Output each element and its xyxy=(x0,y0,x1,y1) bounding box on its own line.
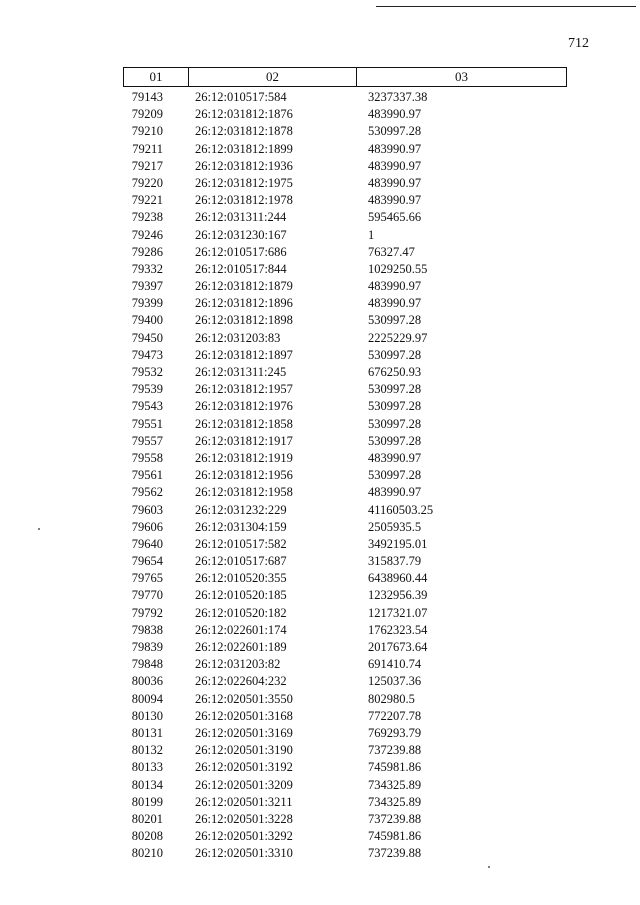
table-row xyxy=(123,777,567,794)
table-row xyxy=(123,347,567,364)
table-row xyxy=(123,502,567,519)
table-cell-col-1: 79770 xyxy=(131,588,163,603)
table-cell-col-1: 79654 xyxy=(131,554,163,569)
table-row xyxy=(123,570,567,587)
table-row xyxy=(123,759,567,776)
table-row xyxy=(123,192,567,209)
table-cell-col-2: 26:12:010517:686 xyxy=(195,244,287,259)
table-cell-col-2: 26:12:020501:3169 xyxy=(195,725,293,740)
scan-speck xyxy=(38,528,40,530)
header-col-2: 02 xyxy=(189,68,357,86)
table-cell-col-3: 483990.97 xyxy=(368,193,422,208)
table-cell-col-3: 530997.28 xyxy=(368,416,422,431)
table-cell-col-3: 734325.89 xyxy=(368,794,422,809)
table-row xyxy=(123,261,567,278)
table-cell-col-3: 737239.88 xyxy=(368,811,422,826)
table-cell-col-2: 26:12:031812:1936 xyxy=(195,158,293,173)
table-cell-col-1: 80134 xyxy=(131,777,163,792)
table-cell-col-1: 79143 xyxy=(131,90,163,104)
table-cell-col-2: 26:12:031311:245 xyxy=(195,365,287,379)
table-cell-col-1: 79603 xyxy=(131,502,163,517)
table-cell-col-1: 79792 xyxy=(131,605,163,620)
table-cell-col-1: 79543 xyxy=(131,399,163,414)
table-cell-col-3: 125037.36 xyxy=(368,674,422,689)
table-cell-col-1: 79217 xyxy=(131,158,163,173)
table-cell-col-2: 26:12:010520:355 xyxy=(195,571,287,586)
table-row xyxy=(123,175,567,192)
table-row xyxy=(123,725,567,742)
table-row xyxy=(123,295,567,312)
table-cell-col-1: 80130 xyxy=(131,708,163,723)
table-cell-col-2: 26:12:031812:1956 xyxy=(195,468,293,483)
table-cell-col-1: 79473 xyxy=(131,347,163,362)
table-cell-col-3: 315837.79 xyxy=(368,554,422,569)
table-cell-col-1: 79400 xyxy=(131,313,163,328)
table-row xyxy=(123,519,567,536)
table-cell-col-3: 41160503.25 xyxy=(368,502,434,517)
table-cell-col-1: 79399 xyxy=(131,296,163,311)
table-cell-col-2: 26:12:020501:3211 xyxy=(195,794,293,809)
table-cell-col-1: 79209 xyxy=(131,107,163,122)
table-cell-col-1: 80131 xyxy=(131,725,163,740)
table-cell-col-2: 26:12:031812:1976 xyxy=(195,399,293,414)
table-cell-col-3: 483990.97 xyxy=(368,450,422,465)
table-cell-col-3: 530997.28 xyxy=(368,124,422,139)
table-cell-col-2: 26:12:031230:167 xyxy=(195,227,287,242)
table-row xyxy=(123,278,567,295)
table-cell-col-3: 530997.28 xyxy=(368,347,422,362)
table-cell-col-3: 2505935.5 xyxy=(368,519,422,534)
table-row xyxy=(123,845,567,862)
table-cell-col-3: 1029250.55 xyxy=(368,261,428,276)
table-cell-col-2: 26:12:031311:244 xyxy=(195,210,287,225)
table-cell-col-1: 79640 xyxy=(131,536,163,551)
table-row xyxy=(123,89,567,106)
table-cell-col-3: 530997.28 xyxy=(368,468,422,483)
table-cell-col-3: 1762323.54 xyxy=(368,622,428,637)
table-cell-col-2: 26:12:031812:1879 xyxy=(195,279,293,294)
table-cell-col-3: 745981.86 xyxy=(368,829,422,844)
table-cell-col-2: 26:12:010520:182 xyxy=(195,605,287,620)
table-cell-col-2: 26:12:031812:1897 xyxy=(195,347,293,362)
table-cell-col-3: 483990.97 xyxy=(368,296,422,311)
table-cell-col-1: 80036 xyxy=(131,674,163,689)
table-cell-col-2: 26:12:020501:3292 xyxy=(195,829,293,844)
table-cell-col-1: 79557 xyxy=(131,433,163,448)
table-cell-col-2: 26:12:010517:582 xyxy=(195,536,287,551)
table-cell-col-3: 737239.88 xyxy=(368,846,422,861)
table-cell-col-2: 26:12:031812:1978 xyxy=(195,193,293,208)
table-cell-col-2: 26:12:010517:687 xyxy=(195,554,287,569)
table-cell-col-1: 79551 xyxy=(131,416,163,431)
table-cell-col-2: 26:12:010520:185 xyxy=(195,588,287,603)
table-row xyxy=(123,587,567,604)
table-cell-col-2: 26:12:020501:3209 xyxy=(195,777,293,792)
table-row xyxy=(123,381,567,398)
table-row xyxy=(123,553,567,570)
table-cell-col-1: 80199 xyxy=(131,794,163,809)
table-row xyxy=(123,656,567,673)
table-cell-col-3: 483990.97 xyxy=(368,158,422,173)
table-cell-col-3: 691410.74 xyxy=(368,657,422,672)
table-cell-col-2: 26:12:031812:1957 xyxy=(195,382,293,397)
table-cell-col-1: 79839 xyxy=(131,640,163,654)
table-cell-col-3: 6438960.44 xyxy=(368,571,428,586)
table-cell-col-2: 26:12:020501:3168 xyxy=(195,708,293,723)
table-cell-col-1: 80210 xyxy=(131,846,163,861)
table-cell-col-3: 76327.47 xyxy=(368,244,415,259)
table-cell-col-2: 26:12:031812:1898 xyxy=(195,313,293,328)
table-cell-col-1: 79450 xyxy=(131,330,163,345)
table-cell-col-1: 80132 xyxy=(131,743,163,758)
table-cell-col-3: 737239.88 xyxy=(368,743,422,758)
table-cell-col-3: 530997.28 xyxy=(368,399,422,414)
table-row xyxy=(123,244,567,261)
table-row xyxy=(123,828,567,845)
table-cell-col-3: 745981.86 xyxy=(368,760,422,775)
table-row xyxy=(123,123,567,140)
table-cell-col-3: 483990.97 xyxy=(368,107,422,122)
table-cell-col-3: 530997.28 xyxy=(368,313,422,328)
table-cell-col-1: 79606 xyxy=(131,519,163,534)
table-cell-col-1: 79765 xyxy=(131,571,163,586)
table-row xyxy=(123,416,567,433)
table-cell-col-1: 79562 xyxy=(131,485,163,500)
table-cell-col-1: 79220 xyxy=(131,175,163,190)
table-body xyxy=(123,87,567,862)
table-cell-col-3: 530997.28 xyxy=(368,382,422,397)
table-cell-col-1: 80133 xyxy=(131,760,163,775)
table-cell-col-2: 26:12:031232:229 xyxy=(195,502,287,517)
page-number: 712 xyxy=(568,36,589,51)
table-cell-col-3: 676250.93 xyxy=(368,365,422,379)
table-cell-col-3: 483990.97 xyxy=(368,279,422,294)
top-rule xyxy=(376,6,636,7)
table-cell-col-1: 80208 xyxy=(131,829,163,844)
table-cell-col-2: 26:12:031812:1958 xyxy=(195,485,293,500)
table-cell-col-1: 79238 xyxy=(131,210,163,225)
table-row xyxy=(123,141,567,158)
table-cell-col-2: 26:12:020501:3192 xyxy=(195,760,293,775)
table-row xyxy=(123,742,567,759)
table-cell-col-3: 595465.66 xyxy=(368,210,422,225)
table-cell-col-2: 26:12:010517:844 xyxy=(195,261,287,276)
table-row xyxy=(123,209,567,226)
table-cell-col-2: 26:12:031203:83 xyxy=(195,330,281,345)
table-cell-col-2: 26:12:020501:3550 xyxy=(195,691,293,706)
table-row xyxy=(123,227,567,244)
data-table xyxy=(123,67,567,862)
table-row xyxy=(123,639,567,656)
table-header xyxy=(123,67,567,87)
table-cell-col-3: 1 xyxy=(368,227,375,242)
table-row xyxy=(123,312,567,329)
table-cell-col-3: 772207.78 xyxy=(368,708,422,723)
table-cell-col-2: 26:12:031812:1899 xyxy=(195,141,293,156)
table-row xyxy=(123,330,567,347)
table-cell-col-2: 26:12:031812:1876 xyxy=(195,107,293,122)
table-row xyxy=(123,158,567,175)
table-cell-col-3: 483990.97 xyxy=(368,141,422,156)
table-cell-col-3: 2017673.64 xyxy=(368,640,428,654)
table-row xyxy=(123,433,567,450)
table-row xyxy=(123,536,567,553)
table-cell-col-2: 26:12:031812:1975 xyxy=(195,175,293,190)
table-row xyxy=(123,106,567,123)
table-row xyxy=(123,622,567,639)
scan-speck xyxy=(488,866,490,868)
table-cell-col-2: 26:12:022604:232 xyxy=(195,674,287,689)
table-cell-col-1: 80094 xyxy=(131,691,163,706)
table-cell-col-1: 79246 xyxy=(131,227,163,242)
table-row xyxy=(123,467,567,484)
table-row xyxy=(123,691,567,708)
table-row xyxy=(123,398,567,415)
table-cell-col-1: 79532 xyxy=(131,365,163,379)
table-row xyxy=(123,673,567,690)
table-cell-col-1: 79561 xyxy=(131,468,163,483)
table-cell-col-1: 79211 xyxy=(132,141,163,156)
table-cell-col-3: 530997.28 xyxy=(368,433,422,448)
table-cell-col-2: 26:12:031812:1858 xyxy=(195,416,293,431)
table-row xyxy=(123,708,567,725)
table-row xyxy=(123,450,567,467)
table-row xyxy=(123,605,567,622)
table-cell-col-2: 26:12:031812:1917 xyxy=(195,433,293,448)
table-cell-col-1: 79397 xyxy=(131,279,163,294)
table-cell-col-3: 769293.79 xyxy=(368,725,422,740)
table-cell-col-2: 26:12:022601:174 xyxy=(195,622,287,637)
table-cell-col-1: 80201 xyxy=(131,811,163,826)
table-cell-col-2: 26:12:020501:3190 xyxy=(195,743,293,758)
table-row xyxy=(123,794,567,811)
header-col-1: 01 xyxy=(124,68,189,86)
table-cell-col-2: 26:12:020501:3310 xyxy=(195,846,293,861)
table-cell-col-3: 3237337.38 xyxy=(368,90,428,104)
table-cell-col-3: 1217321.07 xyxy=(368,605,428,620)
table-cell-col-1: 79286 xyxy=(131,244,163,259)
table-cell-col-3: 802980.5 xyxy=(368,691,415,706)
table-cell-col-2: 26:12:031304:159 xyxy=(195,519,287,534)
table-cell-col-1: 79848 xyxy=(131,657,163,672)
table-cell-col-2: 26:12:031812:1896 xyxy=(195,296,293,311)
table-cell-col-3: 734325.89 xyxy=(368,777,422,792)
table-cell-col-1: 79210 xyxy=(131,124,163,139)
header-col-3: 03 xyxy=(455,69,468,84)
table-row xyxy=(123,364,567,381)
table-cell-col-2: 26:12:031203:82 xyxy=(195,657,281,672)
table-row xyxy=(123,811,567,828)
table-cell-col-1: 79838 xyxy=(131,622,163,637)
table-cell-col-2: 26:12:022601:189 xyxy=(195,640,287,654)
table-cell-col-3: 1232956.39 xyxy=(368,588,428,603)
table-cell-col-3: 483990.97 xyxy=(368,485,422,500)
table-cell-col-2: 26:12:031812:1919 xyxy=(195,450,293,465)
table-cell-col-1: 79221 xyxy=(131,193,163,208)
table-cell-col-1: 79539 xyxy=(131,382,163,397)
table-row xyxy=(123,484,567,501)
table-cell-col-2: 26:12:010517:584 xyxy=(195,90,287,104)
table-cell-col-2: 26:12:031812:1878 xyxy=(195,124,293,139)
table-cell-col-3: 2225229.97 xyxy=(368,330,428,345)
table-cell-col-3: 3492195.01 xyxy=(368,536,428,551)
table-cell-col-2: 26:12:020501:3228 xyxy=(195,811,293,826)
table-cell-col-3: 483990.97 xyxy=(368,175,422,190)
table-cell-col-1: 79332 xyxy=(131,261,163,276)
table-cell-col-1: 79558 xyxy=(131,450,163,465)
